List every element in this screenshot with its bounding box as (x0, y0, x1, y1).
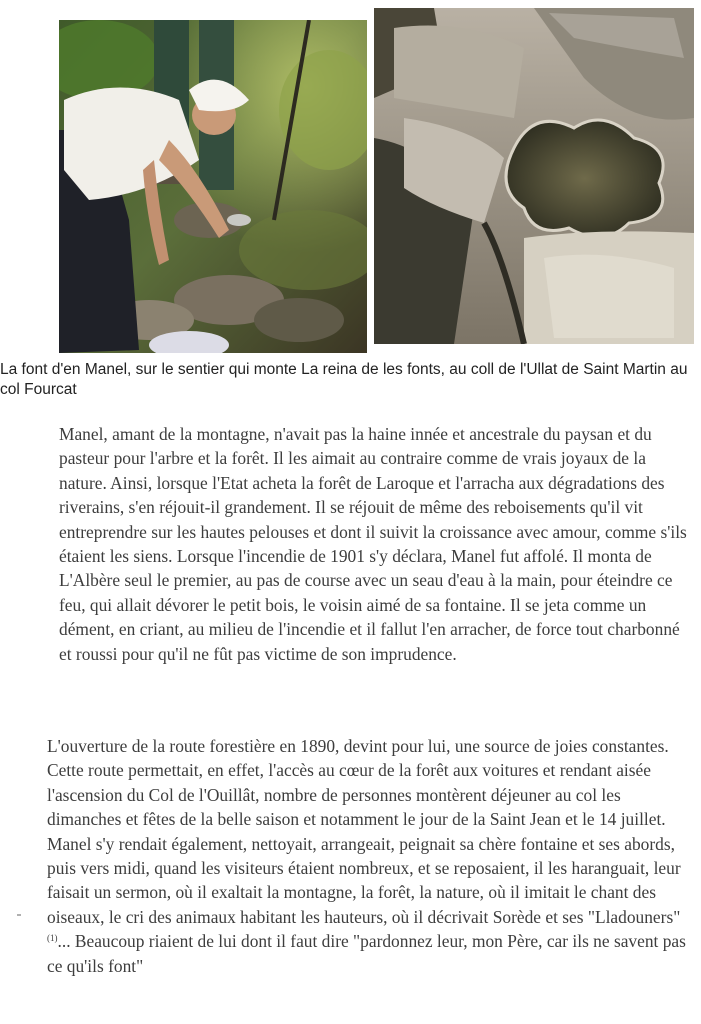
photo-man-at-spring-icon (59, 20, 367, 353)
margin-mark (17, 914, 21, 916)
body-paragraph-2 (47, 734, 697, 978)
photo-man-at-spring (59, 20, 367, 353)
photo-caption: La font d'en Manel, sur le sentier qui monte La reina de les fonts, au coll de l'Ullat de Saint Martin au col Fourcat (0, 361, 688, 398)
paragraph-2-text: L'ouverture de la route forestière en 1890, devint pour lui, une source de joies constantes. Cette route permettait, en effet, l'accès au cœur de la forêt aux voitures et rendant aisée l'ascension du Col de l'Ouillât, nombre de personnes montèrent déjeuner au col les dimanches et fêtes de la belle saison et notamment le jour de la Saint Jean et le 14 juillet. Manel s'y rendait également, nettoyait, arrangeait, peignait sa chère fontaine et ses abords, puis vers midi, quand les visiteurs étaient nombreux, et se reposaient, il les haranguait, leur faisait un sermon, où il exaltait la montagne, la forêt, la nature, où il imitait le chant des oiseaux, le cri des animaux habitant les hauteurs, où il décrivait Sorède et ses "Lladouners" (47, 736, 681, 927)
footnote-marker: (1) (47, 933, 58, 944)
paragraph-2-text-end: ... Beaucoup riaient de lui dont il faut dire "pardonnez leur, mon Père, car ils ne savent pas ce qu'ils font" (47, 931, 686, 976)
photo-stone-fountain (374, 8, 694, 344)
body-paragraph-1: Manel, amant de la montagne, n'avait pas la haine innée et ancestrale du paysan et du pasteur pour l'arbre et la forêt. Il les aimait au contraire comme de vrais joyaux de la nature. Ainsi, lorsque l'Etat acheta la forêt de Laroque et l'arracha aux dégradations des riverains, s'en réjouit-il grandement. Il se réjouit de même des reboisements qu'il vit entreprendre sur les hautes pelouses et dont il suivit la croissance avec amour, comme s'ils étaient les siens. Lorsque l'incendie de 1901 s'y déclara, Manel fut affolé. Il monta de L'Albère seul le premier, au pas de course avec un seau d'eau à la main, pour éteindre ce feu, qui allait dévorer le petit bois, le voisin aimé de sa fontaine. Il se jeta comme un dément, en criant, au milieu de l'incendie et il fallut l'en arracher, de force tout charbonné et roussi pour qu'il ne fût pas victime de son imprudence. (59, 424, 687, 664)
photo-stone-fountain-icon (374, 8, 694, 344)
